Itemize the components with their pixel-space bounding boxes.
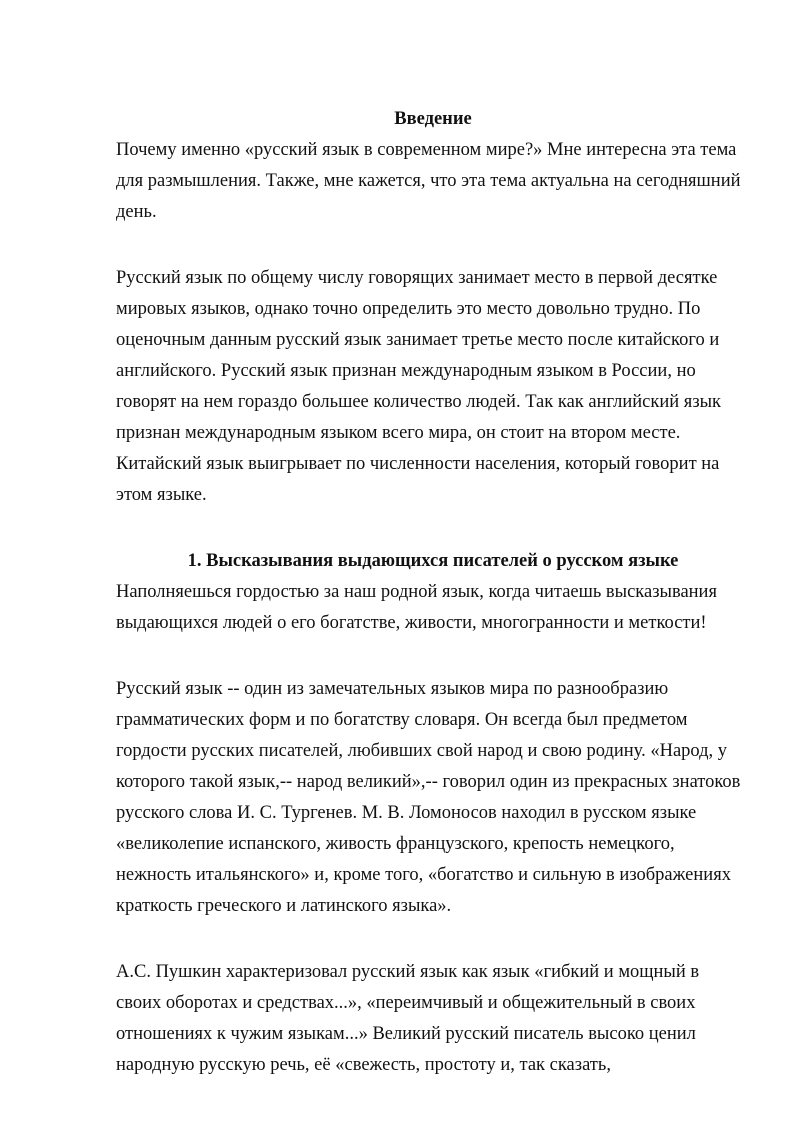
section-heading-1: 1. Высказывания выдающихся писателей о русском языке <box>187 551 679 571</box>
document-body <box>116 104 742 1081</box>
section-heading-intro: Введение <box>394 109 472 129</box>
paragraph-intro-2: Русский язык по общему числу говорящих занимает место в первой десятке мировых языков, однако точно определить это место довольно трудно. По оценочным данным русский язык занимает третье место после китайского и английского. Русский язык признан международным языком в России, но говорят на нем гораздо большее количество людей. Так как английский язык признан международным языком всего мира, он стоит на втором месте. Китайский язык выигрывает по численности населения, который говорит на этом языке. <box>116 268 722 505</box>
paragraph-section1-2: Русский язык -- один из замечательных языков мира по разнообразию грамматических форм и по богатству словаря. Он всегда был предметом гордости русских писателей, любивших свой народ и свою родину. «Народ, у которого такой язык,-- народ великий»,-- говорил один из прекрасных знатоков русского слова И. С. Тургенев. М. В. Ломоносов находил в русском языке «великолепие испанского, живость французского, крепость немецкого, нежность итальянского» и, кроме того, «богатство и сильную в изображениях краткость греческого и латинского языка». <box>116 679 741 916</box>
paragraph-intro-1: Почему именно «русский язык в современном мире?» Мне интересна эта тема для размышления. Также, мне кажется, что эта тема актуальна на сегодняшний день. <box>116 140 741 222</box>
paragraph-section1-3: А.С. Пушкин характеризовал русский язык как язык «гибкий и мощный в своих оборотах и средствах...», «переимчивый и общежительный в своих отношениях к чужим языкам...» Великий русский писатель высоко ценил народную русскую речь, её «свежесть, простоту и, так сказать, <box>116 962 700 1075</box>
paragraph-section1-1: Наполняешься гордостью за наш родной язык, когда читаешь высказывания выдающихся людей о его богатстве, живости, многогранности и меткости! <box>116 582 717 633</box>
